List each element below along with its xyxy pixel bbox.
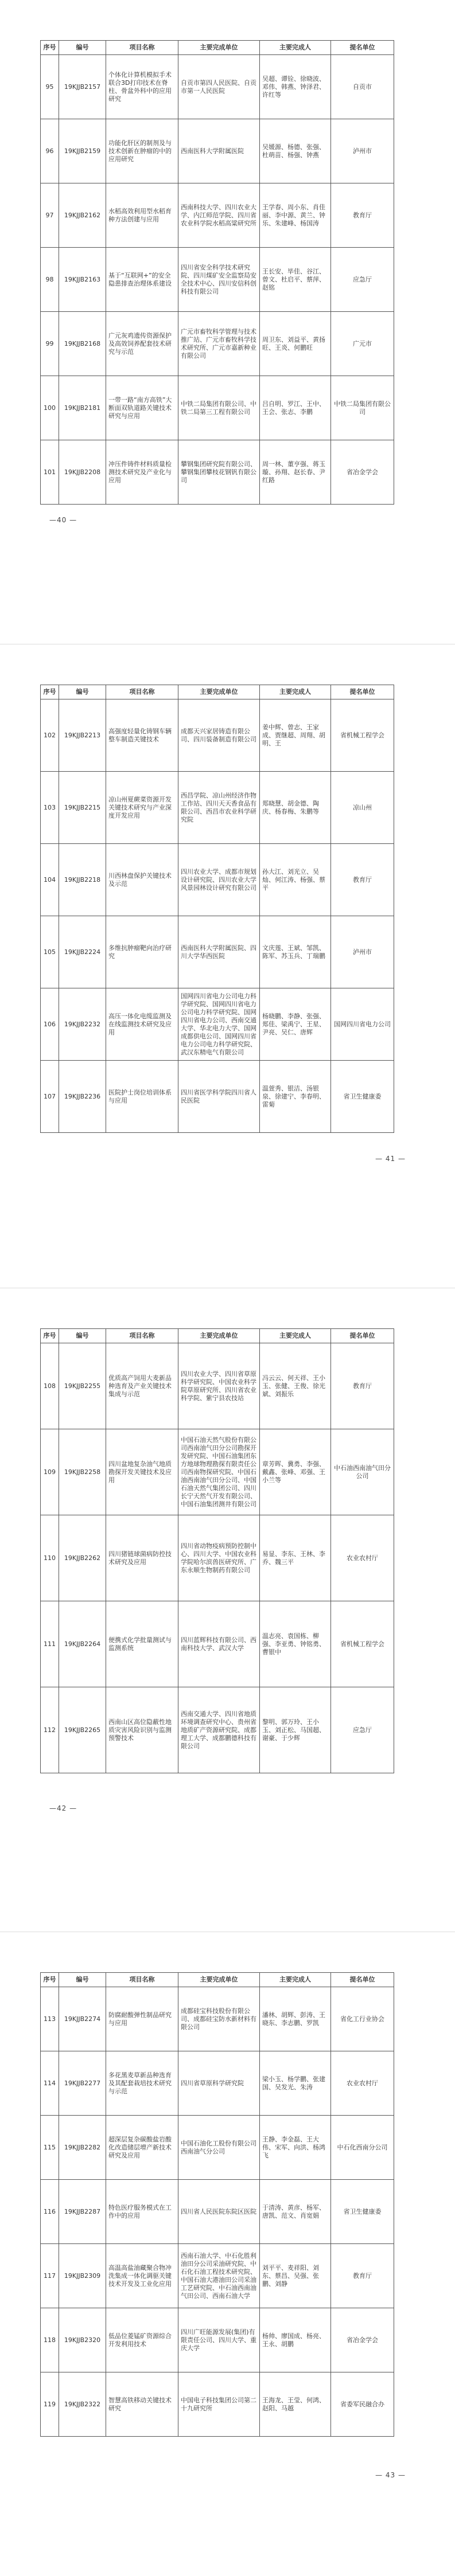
row-nominator: 省冶金学会 — [331, 440, 394, 505]
table-row — [41, 1687, 394, 1773]
row-number: 117 — [41, 2244, 59, 2308]
row-units: 中铁二局集团有限公司、中铁二局第三工程有限公司 — [178, 376, 260, 440]
row-code: 19KJJB2258 — [59, 1429, 106, 1515]
row-people: 温志亮、袁国栋、柳强、李亚勇、钟铭勇、曹银中 — [260, 1601, 331, 1687]
table-row — [41, 2244, 394, 2308]
row-project: 低品位菱锰矿资源综合开发利用技术 — [106, 2308, 178, 2372]
row-nominator: 凉山州 — [331, 772, 394, 844]
row-project: 高强度轻量化铸钢车辆整车制造关键技术 — [106, 699, 178, 772]
row-number: 99 — [41, 312, 59, 376]
row-units: 西南石油大学、中石化胜利油田分公司采油研究院、中石化石油工程技术研究院、中国石油大港油田公司采油工艺研究院、中石油西南油气田公司、西南石油大学 — [178, 2244, 260, 2308]
row-code: 19KJJB2168 — [59, 312, 106, 376]
row-nominator: 教育厅 — [331, 2244, 394, 2308]
row-units: 西南科技大学、四川农业大学、内江师范学院、四川省农业科学院水稻高粱研究所 — [178, 183, 260, 248]
row-project: 西南山区高位隐蔽性地质灾害风险识别与监测预警技术 — [106, 1687, 178, 1773]
row-people: 吴媛源、杨德、张强、杜萌苗、杨强、钟燕 — [260, 119, 331, 183]
row-people: 杨帅、廖国成、杨亮、王永、胡鹏 — [260, 2308, 331, 2372]
row-code: 19KJJB2162 — [59, 183, 106, 248]
row-code: 19KJJB2224 — [59, 916, 106, 988]
row-units: 国网四川省电力公司电力科学研究院、国网四川省电力公司电力科学研究院、国网四川省电力公司、西南交通大学、华北电力大学、国网成都供电公司、国网四川省电力公司电力科学研究院、武汉东精电气有限公司 — [178, 988, 260, 1061]
row-people: 郑晓慧、胡金德、陶庆、杨春梅、朱鹏等 — [260, 772, 331, 844]
table-row — [41, 844, 394, 916]
row-people: 文庆莲、王斌、邹凯、陈军、苏玉兵、丁瑞鹏 — [260, 916, 331, 988]
table-row — [41, 2372, 394, 2437]
row-project: 便携式化学批量测试与监测系统 — [106, 1601, 178, 1687]
row-project: 基于“互联网+”的安全隐患排查治理体系建设 — [106, 248, 178, 312]
row-code: 19KJJB2262 — [59, 1515, 106, 1601]
row-number: 110 — [41, 1515, 59, 1601]
row-code: 19KJJB2264 — [59, 1601, 106, 1687]
row-people: 杨晓鹏、李静、张强、郑佳、梁禹宁、王星、尹亮、吴仁、唐辉 — [260, 988, 331, 1061]
header-project: 项目名称 — [106, 1973, 178, 1987]
row-people: 章芳晖、冀勇、李强、戴鑫、张峰、邓强、王小兰等 — [260, 1429, 331, 1515]
row-people: 吴超、谭铨、徐晓波、邓伟、韩燕、钟泽君、许红等 — [260, 55, 331, 119]
awards-table — [40, 40, 394, 505]
row-units: 四川省医学科学院四川省人民医院 — [178, 1061, 260, 1133]
header-nominator: 提名单位 — [331, 1973, 394, 1987]
row-project: 广元灰鸡遗传资源保护及高效饲养配套技术研究与示范 — [106, 312, 178, 376]
header-units: 主要完成单位 — [178, 1973, 260, 1987]
row-project: 冲压件铸件材料质量检测技术研究及产业化与应用 — [106, 440, 178, 505]
header-people: 主要完成人 — [260, 1973, 331, 1987]
row-project: 凉山州夏蕨菜资源开发关键技术研究与产业深度开发应用 — [106, 772, 178, 844]
table-header-row — [41, 1329, 394, 1343]
page-42 — [0, 1288, 455, 1932]
header-project: 项目名称 — [106, 41, 178, 55]
table-row — [41, 1429, 394, 1515]
header-no: 序号 — [41, 41, 59, 55]
header-code: 编号 — [59, 1973, 106, 1987]
row-units: 广元市畜牧科学管理与技术推广站、广元市畜牧科学技术研究所、广元市嘉新种业有限公司 — [178, 312, 260, 376]
row-number: 109 — [41, 1429, 59, 1515]
row-code: 19KJJB2320 — [59, 2308, 106, 2372]
row-number: 119 — [41, 2372, 59, 2437]
row-code: 19KJJB2208 — [59, 440, 106, 505]
awards-table — [40, 685, 394, 1133]
page-43 — [0, 1932, 455, 2576]
page-number: —42 — — [49, 1804, 77, 1812]
table-row — [41, 772, 394, 844]
row-units: 四川省安全科学技术研究院、四川煤矿安全监察局安全技术中心、四川安信科创科技有限公司 — [178, 248, 260, 312]
table-row — [41, 1987, 394, 2051]
table-row — [41, 440, 394, 505]
table-row — [41, 1343, 394, 1429]
row-number: 118 — [41, 2308, 59, 2372]
row-code: 19KJJB2265 — [59, 1687, 106, 1773]
row-people: 周一林、董亨强、蒋玉璇、孙翔、赵长春、尹红路 — [260, 440, 331, 505]
row-nominator: 教育厅 — [331, 844, 394, 916]
row-number: 108 — [41, 1343, 59, 1429]
table-row — [41, 248, 394, 312]
row-project: 多花黑麦草新品种选育及其配套栽培技术研究与示范 — [106, 2051, 178, 2116]
row-project: 超深层复杂碳酸盐岩酸化改造储层增产新技术研究及应用 — [106, 2116, 178, 2180]
row-nominator: 教育厅 — [331, 1343, 394, 1429]
table-row — [41, 2116, 394, 2180]
row-people: 温萱秀、银洁、汤银泉、徐建宁、李春明、雷菊 — [260, 1061, 331, 1133]
row-number: 97 — [41, 183, 59, 248]
row-people: 姜中辉、曾志、王家成、贾继超、周翔、胡明、王 — [260, 699, 331, 772]
row-project: 医院护士岗位培训体系与应用 — [106, 1061, 178, 1133]
row-code: 19KJJB2309 — [59, 2244, 106, 2308]
row-nominator: 省机械工程学会 — [331, 1601, 394, 1687]
row-number: 106 — [41, 988, 59, 1061]
row-people: 王海龙、王莹、何鸿、赵阳、马越 — [260, 2372, 331, 2437]
header-nominator: 提名单位 — [331, 41, 394, 55]
row-number: 96 — [41, 119, 59, 183]
row-nominator: 应急厅 — [331, 1687, 394, 1773]
row-code: 19KJJB2215 — [59, 772, 106, 844]
header-people: 主要完成人 — [260, 685, 331, 699]
table-row — [41, 376, 394, 440]
row-project: 水稻高效利用型水稻育种方法创建与应用 — [106, 183, 178, 248]
page-number: — 41 — — [375, 1155, 406, 1163]
row-project: 四川盆地复杂油气地质勘探开发关键技术及应用 — [106, 1429, 178, 1515]
row-units: 四川农业大学、成都市规划设计研究院、四川农业大学风景园林设计研究有限公司 — [178, 844, 260, 916]
row-people: 王学春、周小东、肖佳丽、李中源、黄兰、钟乐、朱建峰、杨国涛 — [260, 183, 331, 248]
row-units: 四川省草原科学研究院 — [178, 2051, 260, 2116]
row-number: 101 — [41, 440, 59, 505]
row-nominator: 国网四川省电力公司 — [331, 988, 394, 1061]
row-units: 四川蓝辉科技有限公司、西南科技大学、武汉大学 — [178, 1601, 260, 1687]
row-units: 自贡市第四人民医院、自贡市第一人民医院 — [178, 55, 260, 119]
row-nominator: 省冶金学会 — [331, 2308, 394, 2372]
row-nominator: 农业农村厅 — [331, 2051, 394, 2116]
row-code: 19KJJB2277 — [59, 2051, 106, 2116]
awards-table — [40, 1328, 394, 1773]
table-row — [41, 119, 394, 183]
row-nominator: 自贡市 — [331, 55, 394, 119]
row-units: 四川广旺能源发展(集团)有限责任公司、四川大学、重庆大学 — [178, 2308, 260, 2372]
row-nominator: 中铁二局集团有限公司 — [331, 376, 394, 440]
row-units: 西南医科大学附属医院、四川大学华西医院 — [178, 916, 260, 988]
row-number: 95 — [41, 55, 59, 119]
row-people: 冯云云、何天祥、王小玉、张健、王俊、徐光斌、刘振乐 — [260, 1343, 331, 1429]
header-people: 主要完成人 — [260, 1329, 331, 1343]
table-row — [41, 2051, 394, 2116]
awards-table — [40, 1972, 394, 2437]
table-row — [41, 1061, 394, 1133]
page-41 — [0, 644, 455, 1288]
row-people: 周卫东、刘益平、黄扬旺、王炎、何鹏旺 — [260, 312, 331, 376]
page-number: — 43 — — [375, 2471, 406, 2479]
table-header-row — [41, 685, 394, 699]
header-units: 主要完成单位 — [178, 1329, 260, 1343]
row-project: 智慧高铁移动关键技术研究 — [106, 2372, 178, 2437]
table-row — [41, 2308, 394, 2372]
header-no: 序号 — [41, 1329, 59, 1343]
table-row — [41, 699, 394, 772]
row-people: 潘林、胡辉、彭涛、王晓东、李志鹏、罗凯 — [260, 1987, 331, 2051]
row-people: 于清涛、黄彦、杨军、唐凯、范文、肖宽娟 — [260, 2180, 331, 2244]
row-project: 特色医疗服务模式在工作中的应用 — [106, 2180, 178, 2244]
row-number: 114 — [41, 2051, 59, 2116]
row-project: 防腐耐酸弹性制品研究与应用 — [106, 1987, 178, 2051]
header-code: 编号 — [59, 41, 106, 55]
row-project: 多维抗肿瘤靶向治疗研究 — [106, 916, 178, 988]
row-units: 中国石油天然气股份有限公司西南油气田分公司勘探开发研究院、中国石油集团东方地球物理勘探有限责任公司西南物探研究院、中国石油西南油气田分公司、中国石油天然气集团公司、四川长宁天然气开发有限公司、中国石油集团测井有限公司 — [178, 1429, 260, 1515]
header-nominator: 提名单位 — [331, 685, 394, 699]
header-code: 编号 — [59, 1329, 106, 1343]
row-nominator: 泸州市 — [331, 916, 394, 988]
row-code: 19KJJB2181 — [59, 376, 106, 440]
header-nominator: 提名单位 — [331, 1329, 394, 1343]
row-nominator: 省卫生健康委 — [331, 1061, 394, 1133]
row-people: 梁小玉、杨学鹏、张建国、吴发光、朱涛 — [260, 2051, 331, 2116]
row-number: 116 — [41, 2180, 59, 2244]
row-units: 西昌学院、凉山州经济作物工作站、四川天天香食品有限公司、西昌市农业科学研究院 — [178, 772, 260, 844]
table-row — [41, 55, 394, 119]
row-units: 四川农业大学、四川省草原科学研究院、中国农业科学院草原研究所、四川省农业科学院、紫宁县农技站 — [178, 1343, 260, 1429]
row-code: 19KJJB2287 — [59, 2180, 106, 2244]
row-number: 105 — [41, 916, 59, 988]
header-code: 编号 — [59, 685, 106, 699]
row-number: 112 — [41, 1687, 59, 1773]
row-code: 19KJJB2282 — [59, 2116, 106, 2180]
row-project: 四川猪链球菌病防控技术研究及应用 — [106, 1515, 178, 1601]
row-people: 吕自明、罗江、王中、王会、张志、李鹏 — [260, 376, 331, 440]
row-number: 100 — [41, 376, 59, 440]
table-header-row — [41, 41, 394, 55]
table-row — [41, 1515, 394, 1601]
row-people: 易显、李东、王林、李乔、魏三平 — [260, 1515, 331, 1601]
row-nominator: 中石油西南油气田分公司 — [331, 1429, 394, 1515]
row-nominator: 农业农村厅 — [331, 1515, 394, 1601]
header-project: 项目名称 — [106, 1329, 178, 1343]
row-number: 102 — [41, 699, 59, 772]
row-code: 19KJJB2218 — [59, 844, 106, 916]
header-no: 序号 — [41, 1973, 59, 1987]
row-units: 成都硅宝科技股份有限公司、成都硅宝防水新材料有限公司 — [178, 1987, 260, 2051]
row-nominator: 省机械工程学会 — [331, 699, 394, 772]
table-row — [41, 916, 394, 988]
row-project: 优质高产饲用大麦新品种选育及产业关键技术集成与示范 — [106, 1343, 178, 1429]
row-nominator: 广元市 — [331, 312, 394, 376]
row-nominator: 省化工行业协会 — [331, 1987, 394, 2051]
table-row — [41, 183, 394, 248]
row-number: 111 — [41, 1601, 59, 1687]
row-code: 19KJJB2274 — [59, 1987, 106, 2051]
row-units: 四川省动物疫病预防控制中心、四川大学、中国农业科学院哈尔滨兽医研究所、广东永顺生物制药有限公司 — [178, 1515, 260, 1601]
header-no: 序号 — [41, 685, 59, 699]
row-number: 113 — [41, 1987, 59, 2051]
header-units: 主要完成单位 — [178, 41, 260, 55]
row-code: 19KJJB2159 — [59, 119, 106, 183]
row-nominator: 教育厅 — [331, 183, 394, 248]
row-nominator: 省卫生健康委 — [331, 2180, 394, 2244]
table-header-row — [41, 1973, 394, 1987]
row-units: 成都天兴家居铸造有限公司、四川装备制造有限公司 — [178, 699, 260, 772]
row-project: 功能化肝区的制剂及与技术创新在肿瘤的中的应用研究 — [106, 119, 178, 183]
table-row — [41, 2180, 394, 2244]
row-nominator: 省委军民融合办 — [331, 2372, 394, 2437]
row-number: 103 — [41, 772, 59, 844]
row-code: 19KJJB2163 — [59, 248, 106, 312]
row-nominator: 中石化西南分公司 — [331, 2116, 394, 2180]
row-units: 西南医科大学附属医院 — [178, 119, 260, 183]
row-code: 19KJJB2232 — [59, 988, 106, 1061]
page-number: —40 — — [49, 516, 77, 524]
row-number: 115 — [41, 2116, 59, 2180]
table-row — [41, 988, 394, 1061]
row-code: 19KJJB2213 — [59, 699, 106, 772]
header-people: 主要完成人 — [260, 41, 331, 55]
row-project: 高压一体化电缆监测及在线监测技术研究及应用 — [106, 988, 178, 1061]
table-row — [41, 1601, 394, 1687]
row-people: 刘平平、麦祥阳、刘东、蔡昌、吴强、张鹏、刘静 — [260, 2244, 331, 2308]
row-units: 西南交通大学、四川省地质环境调查研究中心、贵州省地质矿产资源研究院、成都理工大学、成都鹏德科技有限公司 — [178, 1687, 260, 1773]
page-40 — [0, 0, 455, 644]
row-code: 19KJJB2322 — [59, 2372, 106, 2437]
row-units: 中国石油化工股份有限公司西南油气分公司 — [178, 2116, 260, 2180]
row-units: 攀钢集团研究院有限公司、攀钢集团攀枝花钢钒有限公司 — [178, 440, 260, 505]
row-project: 高温高盐油藏聚合物冲洗集成一体化调驱关键技术开发及工业化应用 — [106, 2244, 178, 2308]
row-project: 川西林盘保护关键技术及示范 — [106, 844, 178, 916]
row-people: 王长安、毕佳、谷江、曾文、杜启平、蔡萍、赵铭 — [260, 248, 331, 312]
row-code: 19KJJB2236 — [59, 1061, 106, 1133]
row-people: 黎明、郭万玲、王小玉、刘正松、马国超、谢豪、于少辉 — [260, 1687, 331, 1773]
row-number: 98 — [41, 248, 59, 312]
row-units: 四川省人民医院东院区医院 — [178, 2180, 260, 2244]
row-people: 王静、李金磊、王大伟、宋军、向洪、杨鸿飞 — [260, 2116, 331, 2180]
row-number: 104 — [41, 844, 59, 916]
row-code: 19KJJB2255 — [59, 1343, 106, 1429]
row-number: 107 — [41, 1061, 59, 1133]
header-units: 主要完成单位 — [178, 685, 260, 699]
row-project: 一带一路“南方高铁”大断面双轨道路关键技术研究与应用 — [106, 376, 178, 440]
row-project: 个体化计算机模拟手术联合3D打印技术在脊柱、骨盆外科中的应用研究 — [106, 55, 178, 119]
row-nominator: 应急厅 — [331, 248, 394, 312]
table-row — [41, 312, 394, 376]
row-code: 19KJJB2157 — [59, 55, 106, 119]
row-nominator: 泸州市 — [331, 119, 394, 183]
row-units: 中国电子科技集团公司第二十九研究所 — [178, 2372, 260, 2437]
header-project: 项目名称 — [106, 685, 178, 699]
row-people: 孙大江、刘光立、吴灿、何江涛、杨强、蔡平 — [260, 844, 331, 916]
